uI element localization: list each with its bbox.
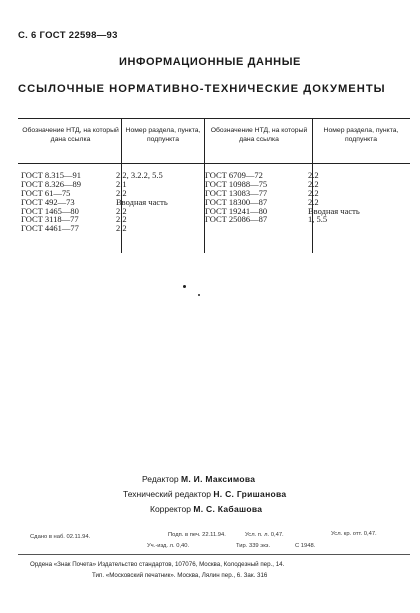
right-sections-column (308, 171, 360, 224)
table-cell: ГОСТ 10988—75 (205, 178, 268, 189)
publisher-line-1: Ордена «Знак Почета» Издательство стандартов, 107076, Москва, Колодезный пер., 14. (30, 561, 285, 568)
table-cell: ГОСТ 492—73 (21, 196, 75, 207)
table-cell: 2.2 (116, 187, 127, 198)
corrector-line (150, 504, 262, 515)
table-header (18, 119, 410, 164)
references-table (18, 118, 410, 253)
editor-role: Редактор (142, 474, 179, 484)
table-cell: ГОСТ 6709—72 (205, 170, 263, 180)
table-cell: ГОСТ 13083—77 (205, 187, 268, 198)
table-cell: ГОСТ 25086—87 (205, 214, 268, 225)
corrector-name: М. С. Кабашова (193, 504, 263, 514)
header-doc-left: Обозначение НТД, на который дана ссылка (22, 127, 119, 143)
table-cell: 2.2 (308, 187, 319, 198)
tech-editor-role: Технический редактор (123, 489, 211, 499)
imprint-uch-izd: Уч.-изд. л. 0,40. (147, 543, 190, 549)
imprint-podp: Подп. в печ. 22.11.94. (168, 532, 226, 538)
table-cell: ГОСТ 1465—80 (21, 205, 79, 216)
table-cell: ГОСТ 61—75 (21, 187, 71, 198)
right-docs-column (205, 171, 267, 224)
imprint-usl-kr-ott: Усл. кр. отт. 0,47. (331, 531, 377, 537)
table-cell: 1, 5.5 (308, 214, 328, 225)
table-cell: 2.2 (308, 178, 319, 189)
table-cell: 2.2 (116, 214, 127, 225)
page-header: С. 6 ГОСТ 22598—93 (18, 30, 118, 41)
ink-speck (198, 294, 200, 296)
table-cell: Вводная часть (308, 205, 360, 216)
tech-editor-line (123, 489, 286, 500)
table-cell: 2.2 (116, 205, 127, 216)
table-cell: ГОСТ 8.315—91 (21, 170, 82, 180)
table-cell: ГОСТ 19241—80 (205, 205, 268, 216)
table-cell: 2.2 (308, 170, 319, 180)
editor-name: М. И. Максимова (180, 474, 256, 484)
publisher-line-2: Тип. «Московский печатник». Москва, Лялин пер., 6. Зак. 316 (92, 572, 268, 579)
table-cell: ГОСТ 18300—87 (205, 196, 268, 207)
table-cell: ГОСТ 4461—77 (21, 223, 79, 234)
corrector-role: Корректор (150, 504, 191, 514)
left-docs-column (21, 171, 81, 233)
imprint-zakaz: С 1948. (295, 543, 316, 549)
header-doc-right: Обозначение НТД, на который дана ссылка (210, 127, 308, 143)
table-cell: 2.1 (116, 178, 127, 189)
header-section-left: Номер раздела, пункта, подпункта (125, 127, 201, 143)
left-sections-column (116, 171, 168, 233)
table-cell: 2.2 (308, 196, 319, 207)
tech-editor-name: Н. С. Гришанова (213, 489, 287, 499)
table-cell: 2.2, 3.2.2, 5.5 (116, 170, 163, 180)
table-cell: ГОСТ 8.326—89 (21, 178, 82, 189)
divider-rule (18, 554, 410, 555)
subtitle: ССЫЛОЧНЫЕ НОРМАТИВНО-ТЕХНИЧЕСКИЕ ДОКУМЕНТЫ (18, 83, 386, 95)
table-cell: 2.2 (116, 223, 127, 234)
imprint-usl-pech: Усл. п. л. 0,47. (245, 532, 284, 538)
table-cell: Вводная часть (116, 196, 168, 207)
imprint-sdano: Сдано в наб. 02.11.94. (30, 534, 91, 540)
ink-speck (183, 285, 186, 288)
editor-line (142, 474, 255, 485)
table-cell: ГОСТ 3118—77 (21, 214, 79, 225)
header-section-right: Номер раздела, пункта, подпункта (323, 127, 399, 143)
section-title: ИНФОРМАЦИОННЫЕ ДАННЫЕ (118, 56, 301, 68)
imprint-tirazh: Тир. 339 экз. (236, 543, 271, 549)
